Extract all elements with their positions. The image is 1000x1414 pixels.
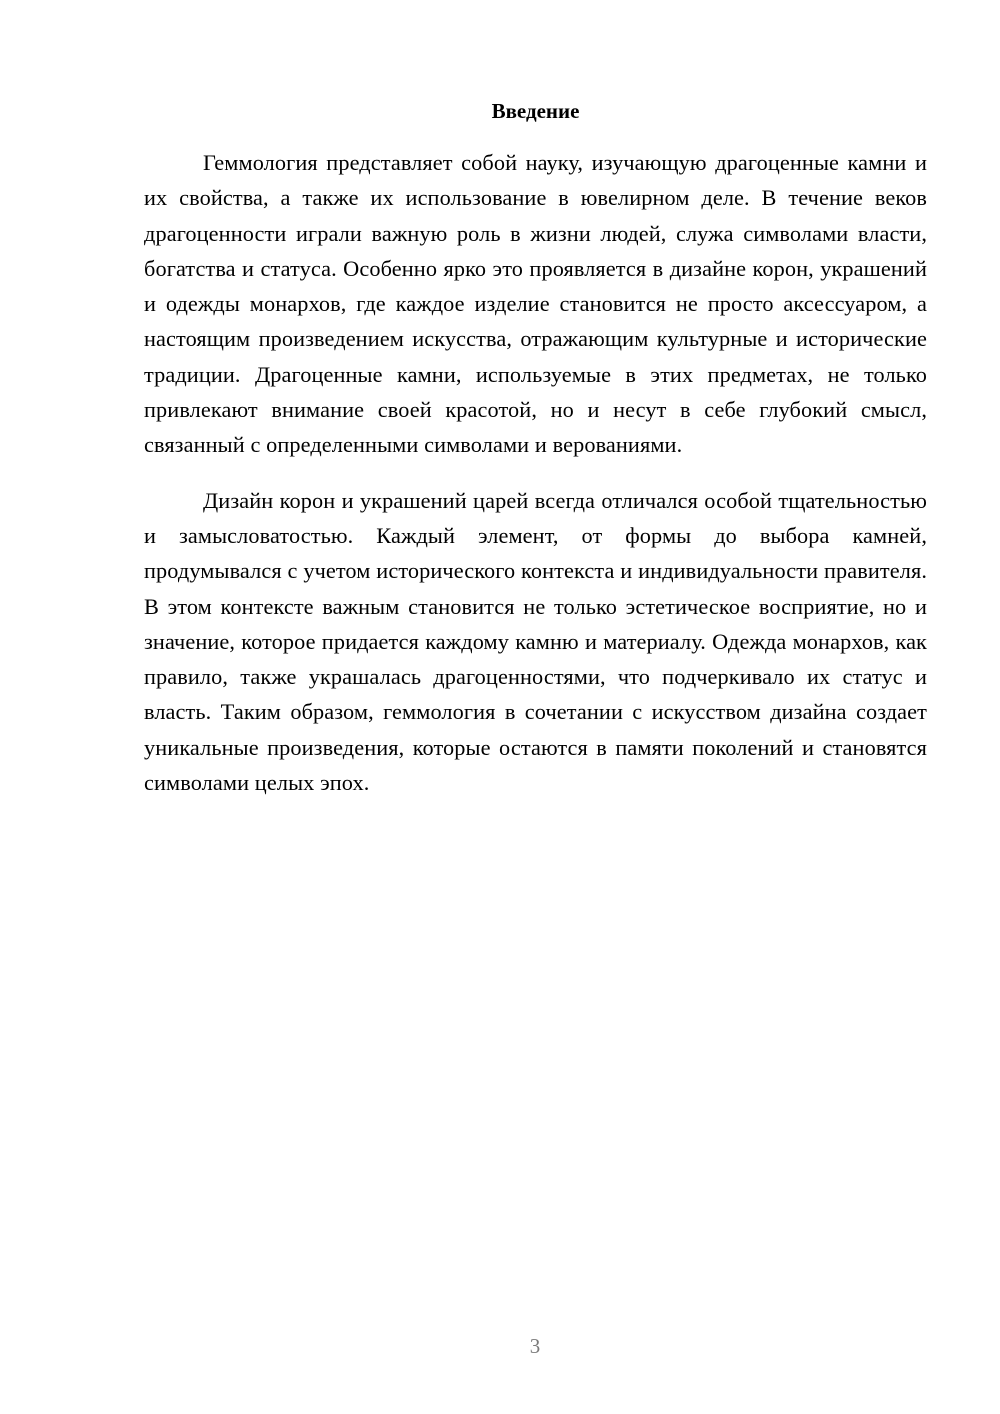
page-number: 3 bbox=[529, 1334, 541, 1358]
paragraph-intro: Геммология представляет собой науку, изучающую драгоценные камни и их свойства, а также их использование в ювелирном деле. В течение веков драгоценности играли важную роль в жизни людей, служа символами власти, богатства и статуса. Особенно ярко это проявляется в дизайне корон, украшений и одежды монархов, где каждое изделие становится не просто аксессуаром, а настоящим произведением искусства, отражающим культурные и исторические традиции. Драгоценные камни, используемые в этих предметах, не только привлекают внимание своей красотой, но и несут в себе глубокий смысл, связанный с определенными символами и верованиями. bbox=[144, 150, 927, 458]
paragraph-design: Дизайн корон и украшений царей всегда отличался особой тщательностью и замысловатостью. Каждый элемент, от формы до выбора камней, продумывался с учетом исторического контекста и индивидуальности правителя. В этом контексте важным становится не только эстетическое восприятие, но и значение, которое придается каждому камню и материалу. Одежда монархов, как правило, также украшалась драгоценностями, что подчеркивало их статус и власть. Таким образом, геммология в сочетании с искусством дизайна создает уникальные произведения, которые остаются в памяти поколений и становятся символами целых эпох. bbox=[144, 487, 927, 796]
page-content bbox=[144, 96, 927, 800]
section-title: Введение bbox=[491, 99, 580, 123]
